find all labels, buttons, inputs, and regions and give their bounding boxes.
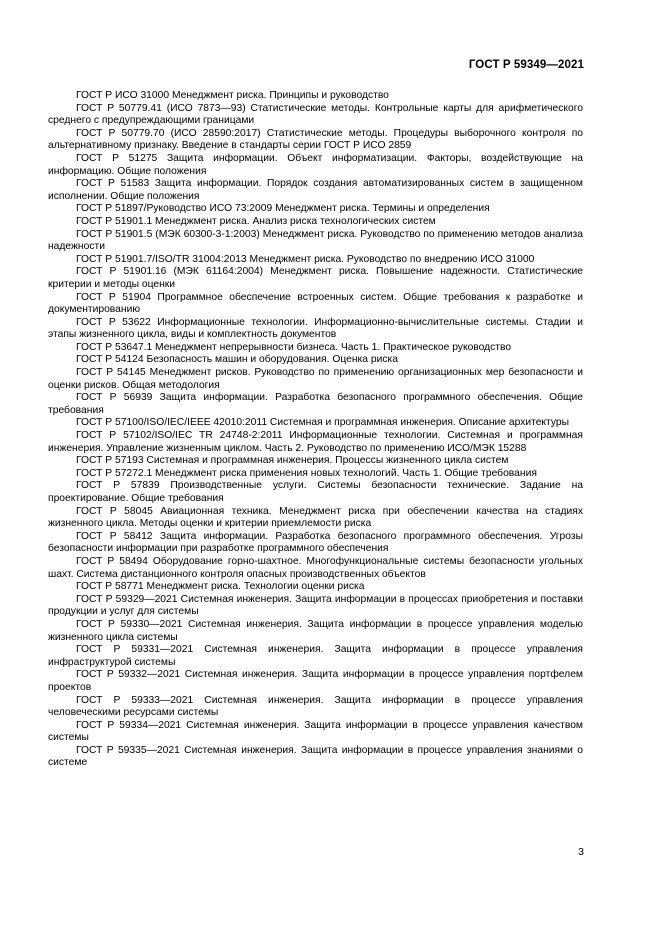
- reference-item: ГОСТ Р 50779.41 (ИСО 7873—93) Статистические методы. Контрольные карты для арифметического среднего с предупреждающими границами: [48, 102, 583, 127]
- reference-item: ГОСТ Р 53647.1 Менеджмент непрерывности бизнеса. Часть 1. Практическое руководство: [76, 341, 512, 353]
- reference-item: ГОСТ Р 59330—2021 Системная инженерия. Защита информации в процессе управления моделью жизненного цикла системы: [48, 618, 583, 643]
- reference-item: ГОСТ Р 51901.7/ISO/TR 31004:2013 Менеджмент риска. Руководство по внедрению ИСО 31000: [76, 253, 535, 265]
- reference-item: ГОСТ Р 58045 Авиационная техника. Менеджмент риска при обеспечении качества на стадиях жизненного цикла. Методы оценки и критерии приемлемости риска: [48, 505, 583, 530]
- reference-item: ГОСТ Р ИСО 31000 Менеджмент риска. Принципы и руководство: [76, 90, 389, 101]
- reference-item: ГОСТ Р 51897/Руководство ИСО 73:2009 Менеджмент риска. Термины и определения: [76, 203, 490, 215]
- references-list: [48, 90, 583, 770]
- reference-item: ГОСТ Р 57272.1 Менеджмент риска применения новых технологий. Часть 1. Общие требования: [76, 467, 537, 479]
- reference-item: ГОСТ Р 57839 Производственные услуги. Системы безопасности технические. Задание на проектирование. Общие требования: [48, 480, 583, 504]
- reference-item: ГОСТ Р 57100/ISO/IEC/IEEE 42010:2011 Системная и программная инженерия. Описание архитектуры: [76, 417, 570, 429]
- reference-item: ГОСТ Р 59335—2021 Системная инженерия. Защита информации в процессе управления знаниями о системе: [48, 744, 583, 769]
- reference-item: ГОСТ Р 51583 Защита информации. Порядок создания автоматизированных систем в защищенном исполнении. Общие положения: [48, 178, 583, 202]
- reference-item: ГОСТ Р 51901.1 Менеджмент риска. Анализ риска технологических систем: [76, 215, 436, 227]
- reference-item: ГОСТ Р 50779.70 (ИСО 28590:2017) Статистические методы. Процедуры выборочного контроля по альтернативному признаку. Введение в стандарты серии ГОСТ Р ИСО 2859: [48, 127, 583, 152]
- reference-item: ГОСТ Р 58494 Оборудование горно-шахтное. Многофункциональные системы безопасности угольных шахт. Система дистанционного контроля опасных производственных объектов: [48, 555, 583, 580]
- reference-item: ГОСТ Р 58771 Менеджмент риска. Технологии оценки риска: [76, 581, 365, 593]
- reference-item: ГОСТ Р 59334—2021 Системная инженерия. Защита информации в процессе управления качеством системы: [48, 719, 583, 744]
- reference-item: ГОСТ Р 59331—2021 Системная инженерия. Защита информации в процессе управления инфраструктурой системы: [48, 644, 583, 668]
- reference-item: ГОСТ Р 51901.5 (МЭК 60300-3-1:2003) Менеджмент риска. Руководство по применению методов анализа надежности: [48, 228, 583, 253]
- reference-item: ГОСТ Р 59333—2021 Системная инженерия. Защита информации в процессе управления человеческими ресурсами системы: [48, 694, 583, 719]
- reference-item: ГОСТ Р 57193 Системная и программная инженерия. Процессы жизненного цикла систем: [76, 455, 509, 467]
- reference-item: ГОСТ Р 57102/ISO/IEC TR 24748-2:2011 Информационные технологии. Системная и программная инженерия. Управление жизненным циклом. Часть 2. Руководство по применению ИСО/МЭК 15288: [48, 430, 583, 454]
- reference-item: ГОСТ Р 51904 Программное обеспечение встроенных систем. Общие требования к разработке и документированию: [48, 291, 583, 316]
- reference-item: ГОСТ Р 56939 Защита информации. Разработка безопасного программного обеспечения. Общие требования: [48, 392, 583, 416]
- reference-item: ГОСТ Р 59329—2021 Системная инженерия. Защита информации в процессах приобретения и поставки продукции и услуг для системы: [48, 593, 583, 618]
- reference-item: ГОСТ Р 59332—2021 Системная инженерия. Защита информации в процессе управления портфелем проектов: [48, 669, 583, 693]
- reference-item: ГОСТ Р 58412 Защита информации. Разработка безопасного программного обеспечения. Угрозы безопасности информации при разработке программного обеспечения: [48, 530, 583, 555]
- reference-item: ГОСТ Р 54145 Менеджмент рисков. Руководство по применению организационных мер безопасности и оценки рисков. Общая методология: [48, 367, 583, 391]
- document-header: ГОСТ Р 59349—2021: [468, 59, 584, 71]
- reference-item: ГОСТ Р 51275 Защита информации. Объект информатизации. Факторы, воздействующие на информацию. Общие положения: [48, 152, 583, 177]
- page-number: 3: [578, 846, 584, 858]
- reference-item: ГОСТ Р 51901.16 (МЭК 61164:2004) Менеджмент риска. Повышение надежности. Статистические критерии и методы оценки: [48, 266, 583, 290]
- reference-item: ГОСТ Р 53622 Информационные технологии. Информационно-вычислительные системы. Стадии и этапы жизненного цикла, виды и комплектность документов: [48, 316, 583, 341]
- reference-item: ГОСТ Р 54124 Безопасность машин и оборудования. Оценка риска: [76, 354, 398, 366]
